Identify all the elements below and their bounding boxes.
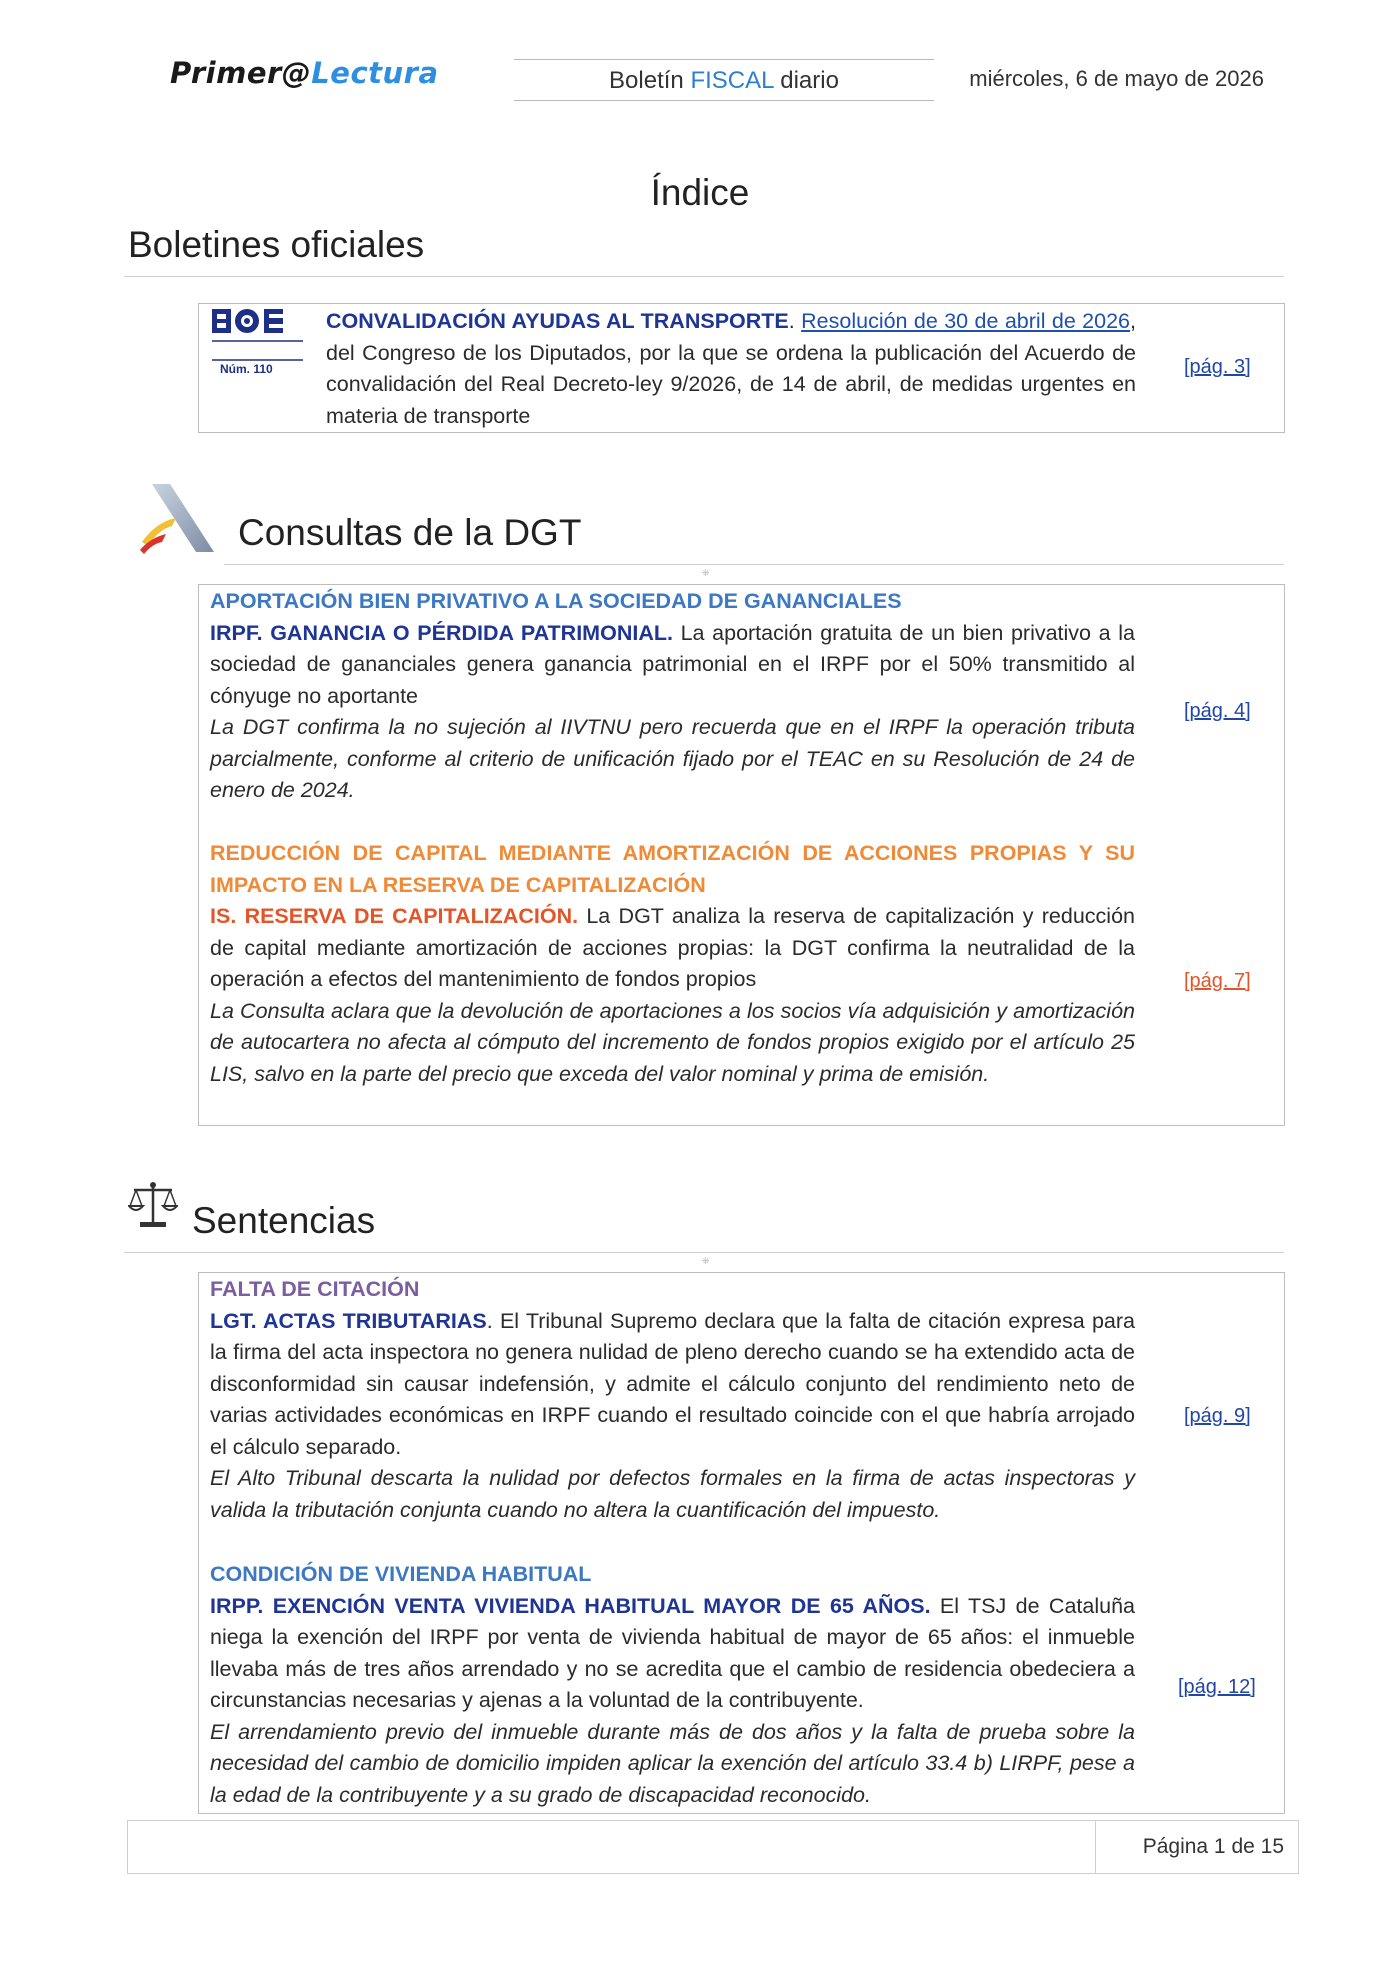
section-title-boletines: Boletines oficiales: [128, 224, 425, 265]
page-link[interactable]: [pág. 3]: [1184, 356, 1251, 378]
bulletin-suffix: diario: [773, 67, 839, 94]
page-number: Página 1 de 15: [1142, 1835, 1284, 1858]
section-title-dgt: Consultas de la DGT: [238, 512, 582, 553]
section-rule: [124, 276, 1284, 277]
dgt-item-1-summary: La DGT confirma la no sujeción al IIVTNU pero recuerda que en el IRPF la operación tributa parcialmente, conforme al criterio de unificación fijado por el TEAC en su Resolución de 24 de enero de 2024.: [210, 715, 1135, 802]
sentencia-item-2-body: El TSJ de Cataluña niega la exención del IRPF por venta de vivienda habitual de mayor de 65 años: el inmueble llevaba más de tres años arrendado y no se acredita que el cambio de residencia obedeciera a circunstancias necesarias y ajenas a la voluntad de la contribuyente.: [210, 1593, 1135, 1712]
sentencia-item-2-summary: El arrendamiento previo del inmueble durante más de dos años y la falta de prueba sobre la necesidad del cambio de domicilio impiden aplicar la exención del artículo 33.4 b) LIRPF, pese a la edad de la contribuyente y a su grado de discapacidad reconocido.: [210, 1719, 1135, 1807]
page-link[interactable]: [pág. 12]: [1178, 1676, 1256, 1698]
dgt-item-2-kicker: IS. RESERVA DE CAPITALIZACIÓN.: [210, 904, 579, 928]
footer-divider: [1095, 1821, 1096, 1873]
page-footer: [127, 1820, 1299, 1874]
dgt-item-2-body: La DGT analiza la reserva de capitalización y reducción de capital mediante amortización de acciones propias: la DGT confirma la neutralidad de la operación a efectos del mantenimiento de fondos propios: [210, 904, 1135, 991]
sentencia-item-1-heading: FALTA DE CITACIÓN: [210, 1277, 420, 1301]
aeat-x-icon: [136, 482, 218, 556]
sentencia-item-2: [210, 1559, 1135, 1811]
dgt-item-2-summary: La Consulta aclara que la devolución de aportaciones a los socios vía adquisición y amortización de autocartera no afecta al cómputo del incremento de fondos propios exigido por el artículo 25 LIS, salvo en la parte del precio que exceda del valor nominal y prima de emisión.: [210, 998, 1135, 1086]
sentencia-item-2-heading: CONDICIÓN DE VIVIENDA HABITUAL: [210, 1562, 592, 1586]
index-title: Índice: [650, 172, 750, 213]
dgt-item-1-kicker: IRPF. GANANCIA O PÉRDIDA PATRIMONIAL.: [210, 620, 673, 645]
anchor-icon: ⁜: [702, 568, 710, 578]
sentencia-item-1: [210, 1274, 1135, 1526]
dgt-item-1-body: La aportación gratuita de un bien privativo a la sociedad de gananciales genera ganancia patrimonial en el IRPF por el 50% transmitido al cónyuge no aportante: [210, 620, 1135, 708]
issue-date: miércoles, 6 de mayo de 2026: [969, 66, 1264, 91]
page-link[interactable]: [pág. 4]: [1184, 700, 1251, 722]
resolucion-link[interactable]: Resolución de 30 de abril de 2026: [801, 309, 1131, 333]
dgt-item-1: [210, 586, 1135, 807]
item-body: , del Congreso de los Diputados, por la que se ordena la publicación del Acuerdo de convalidación del Real Decreto-ley 9/2026, de 14 de abril, de medidas urgentes en materia de transporte: [326, 309, 1136, 428]
bulletin-accent: FISCAL: [690, 67, 774, 94]
brand-prefix: Primer@: [170, 56, 312, 90]
dgt-item-2: [210, 838, 1135, 1090]
dgt-item-1-heading: APORTACIÓN BIEN PRIVATIVO A LA SOCIEDAD DE GANANCIALES: [210, 589, 902, 613]
page-link[interactable]: [pág. 7]: [1184, 970, 1251, 992]
dgt-item-2-heading: REDUCCIÓN DE CAPITAL MEDIANTE AMORTIZACIÓN DE ACCIONES PROPIAS Y SU IMPACTO EN LA RESERVA DE CAPITALIZACIÓN: [210, 841, 1135, 897]
sentencia-item-1-summary: El Alto Tribunal descarta la nulidad por defectos formales en la firma de actas inspectoras y valida la tributación conjunta cuando no altera la cuantificación del impuesto.: [210, 1466, 1135, 1522]
brand-accent: Lectura: [311, 56, 439, 90]
boe-number: Núm. 110: [220, 362, 273, 376]
sentencia-item-2-kicker: IRPP. EXENCIÓN VENTA VIVIENDA HABITUAL MAYOR DE 65 AÑOS.: [210, 1593, 931, 1618]
brand-logo: [170, 56, 439, 90]
bulletin-title: [514, 59, 934, 101]
section-rule: [124, 1252, 1284, 1253]
page-link[interactable]: [pág. 9]: [1184, 1405, 1251, 1427]
section-rule: [224, 564, 1284, 565]
item-kicker-end: .: [788, 309, 802, 333]
bulletin-prefix: Boletín: [609, 67, 691, 94]
scales-icon: [128, 1180, 178, 1230]
section-title-sentencias: Sentencias: [192, 1200, 376, 1241]
sentencia-item-1-body: . El Tribunal Supremo declara que la falta de citación expresa para la firma del acta inspectora no genera nulidad de pleno derecho cuando se ha extendido acta de disconformidad sin causar indefensión, y admite el cálculo conjunto del rendimiento neto de varias actividades económicas en IRPF cuando el resultado coincide con el que habría arrojado el cálculo separado.: [210, 1308, 1135, 1459]
boletines-item-text-top: [326, 306, 1136, 432]
anchor-icon: ⁜: [702, 1256, 710, 1266]
sentencia-item-1-kicker: LGT. ACTAS TRIBUTARIAS: [210, 1308, 487, 1333]
item-kicker: CONVALIDACIÓN AYUDAS AL TRANSPORTE: [326, 309, 789, 333]
